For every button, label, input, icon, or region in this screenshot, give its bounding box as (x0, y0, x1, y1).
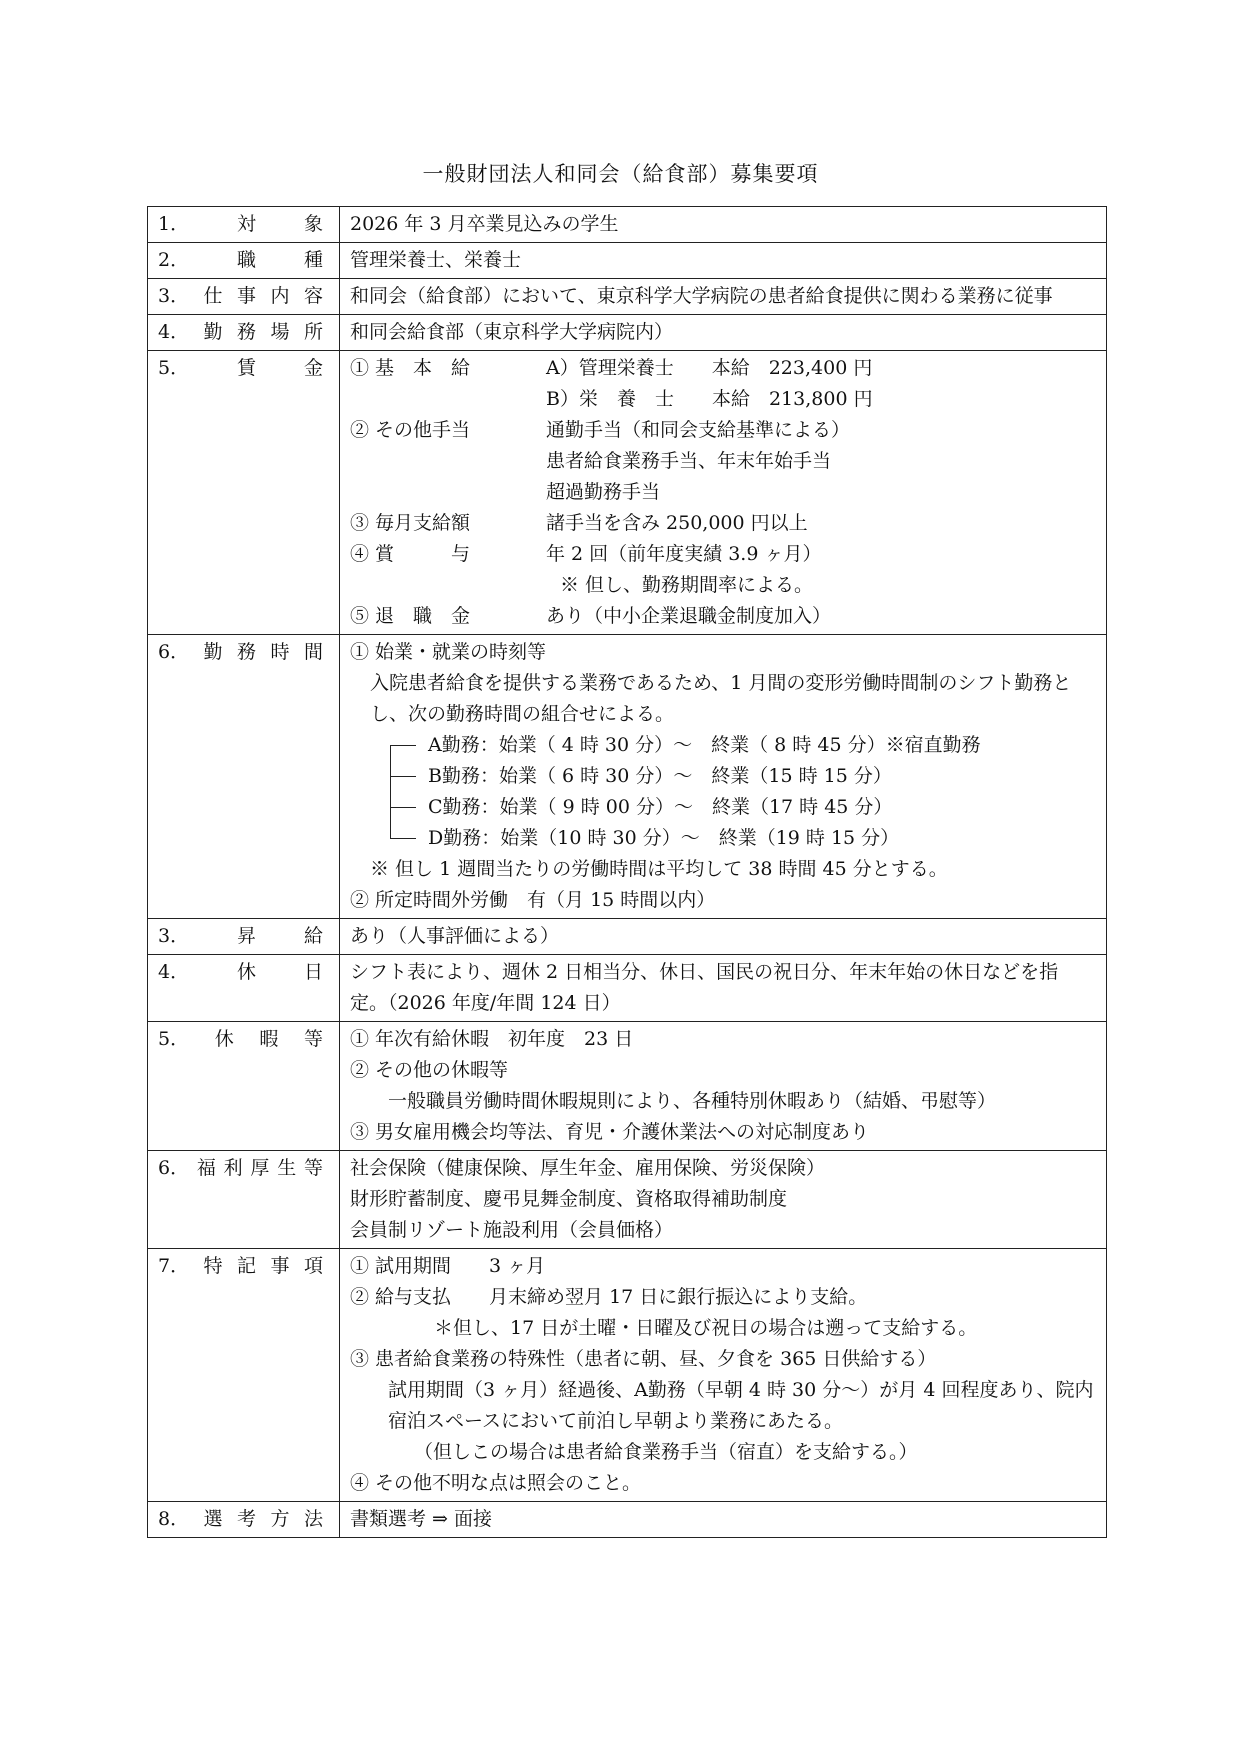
row-label: 4． 休 日 (148, 955, 340, 1022)
row-label: 3． 昇 給 (148, 919, 340, 955)
row-value: ① 年次有給休暇 初年度 23 日 ② その他の休暇等 一般職員労働時間休暇規則により、各種特別休暇あり（結婚、弔慰等） ③ 男女雇用機会均等法、育児・介護休業法への対応制度あり (340, 1022, 1107, 1151)
shift-c: C勤務：始業（ 9 時 00 分）～ 終業（17 時 45 分） (428, 796, 893, 818)
row-label: 8． 選 考 方 法 (148, 1502, 340, 1538)
row-value: 書類選考 ⇒ 面接 (340, 1502, 1107, 1538)
row-value: シフト表により、週休 2 日相当分、休日、国民の祝日分、年末年始の休日などを指定。（2026 年度/年間 124 日） (340, 955, 1107, 1022)
document-title: 一般財団法人和同会（給食部）募集要項 (422, 162, 819, 186)
row-working-hours (148, 635, 1107, 919)
row-holidays (148, 955, 1107, 1022)
row-value: あり（人事評価による） (340, 919, 1107, 955)
row-label: 4． 勤 務 場 所 (148, 315, 340, 351)
row-raise (148, 919, 1107, 955)
shift-d: D勤務：始業（10 時 30 分）～ 終業（19 時 15 分） (428, 827, 900, 849)
row-value: ① 始業・就業の時刻等 入院患者給食を提供する業務であるため、1 月間の変形労働時間制のシフト勤務とし、次の勤務時間の組合せによる。 A勤務：始業（ 4 時 30 分）～ 終業（ 8 時 45 分）※宿直勤務 B勤務：始業（ 6 時 30 分）～ 終業（15 時 15 分） C勤務：始業（ 9 時 00 分）～ 終業（17 時 45 分） D勤務：始業（10 時 30 分）～ 終業（19 時 15 分） ※ 但し 1 週間当たりの労働時間は平均して 38 時間 45 分とする。 ② 所定時間外労働 有（月 15 時間以内） (340, 635, 1107, 919)
row-label: 6． 勤 務 時 間 (148, 635, 340, 919)
row-label: 3． 仕 事 内 容 (148, 279, 340, 315)
row-value: 和同会（給食部）において、東京科学大学病院の患者給食提供に関わる業務に従事 (340, 279, 1107, 315)
row-leave (148, 1022, 1107, 1151)
row-job-type (148, 243, 1107, 279)
row-special-notes (148, 1249, 1107, 1502)
requirements-table (147, 206, 1107, 1538)
row-job-description (148, 279, 1107, 315)
row-welfare (148, 1151, 1107, 1249)
row-value: 和同会給食部（東京科学大学病院内） (340, 315, 1107, 351)
row-value: ① 試用期間 3 ヶ月 ② 給与支払 月末締め翌月 17 日に銀行振込により支給。 ＊但し、17 日が土曜・日曜及び祝日の場合は遡って支給する。 ③ 患者給食業務の特殊性（患者に朝、昼、夕食を 365 日供給する） 試用期間（3 ヶ月）経過後、A勤務（早朝 4 時 30 分～）が月 4 回程度あり、院内宿泊スペースにおいて前泊し早朝より業務にあたる。 （但しこの場合は患者給食業務手当（宿直）を支給する。） ④ その他不明な点は照会のこと。 (340, 1249, 1107, 1502)
row-label: 5． 賃 金 (148, 351, 340, 635)
row-value: 2026 年 3 月卒業見込みの学生 (340, 207, 1107, 243)
row-value: 管理栄養士、栄養士 (340, 243, 1107, 279)
row-target (148, 207, 1107, 243)
row-label: 2． 職 種 (148, 243, 340, 279)
shift-tree (350, 730, 1096, 854)
row-label: 1． 対 象 (148, 207, 340, 243)
row-workplace (148, 315, 1107, 351)
row-selection (148, 1502, 1107, 1538)
shift-b: B勤務：始業（ 6 時 30 分）～ 終業（15 時 15 分） (428, 765, 892, 787)
row-label: 7． 特 記 事 項 (148, 1249, 340, 1502)
row-label: 5． 休 暇 等 (148, 1022, 340, 1151)
row-label: 6． 福 利 厚 生 等 (148, 1151, 340, 1249)
shift-a: A勤務：始業（ 4 時 30 分）～ 終業（ 8 時 45 分）※宿直勤務 (428, 734, 981, 756)
row-value: 社会保険（健康保険、厚生年金、雇用保険、労災保険） 財形貯蓄制度、慶弔見舞金制度、資格取得補助制度 会員制リゾート施設利用（会員価格） (340, 1151, 1107, 1249)
row-value: ① 基 本 給 A）管理栄養士 本給 223,400 円 B）栄 養 士 本給 213,800 円 ② その他手当 通勤手当（和同会支給基準による） 患者給食業務手当、年末年始手当 超過勤務手当 ③ 毎月支給額 諸手当を含み 250,000 円以上 ④ 賞 与 年 2 回（前年度実績 3.9 ヶ月） ※ 但し、勤務期間率による。 ⑤ 退 職 金 あり（中小企業退職金制度加入） (340, 351, 1107, 635)
row-wages (148, 351, 1107, 635)
